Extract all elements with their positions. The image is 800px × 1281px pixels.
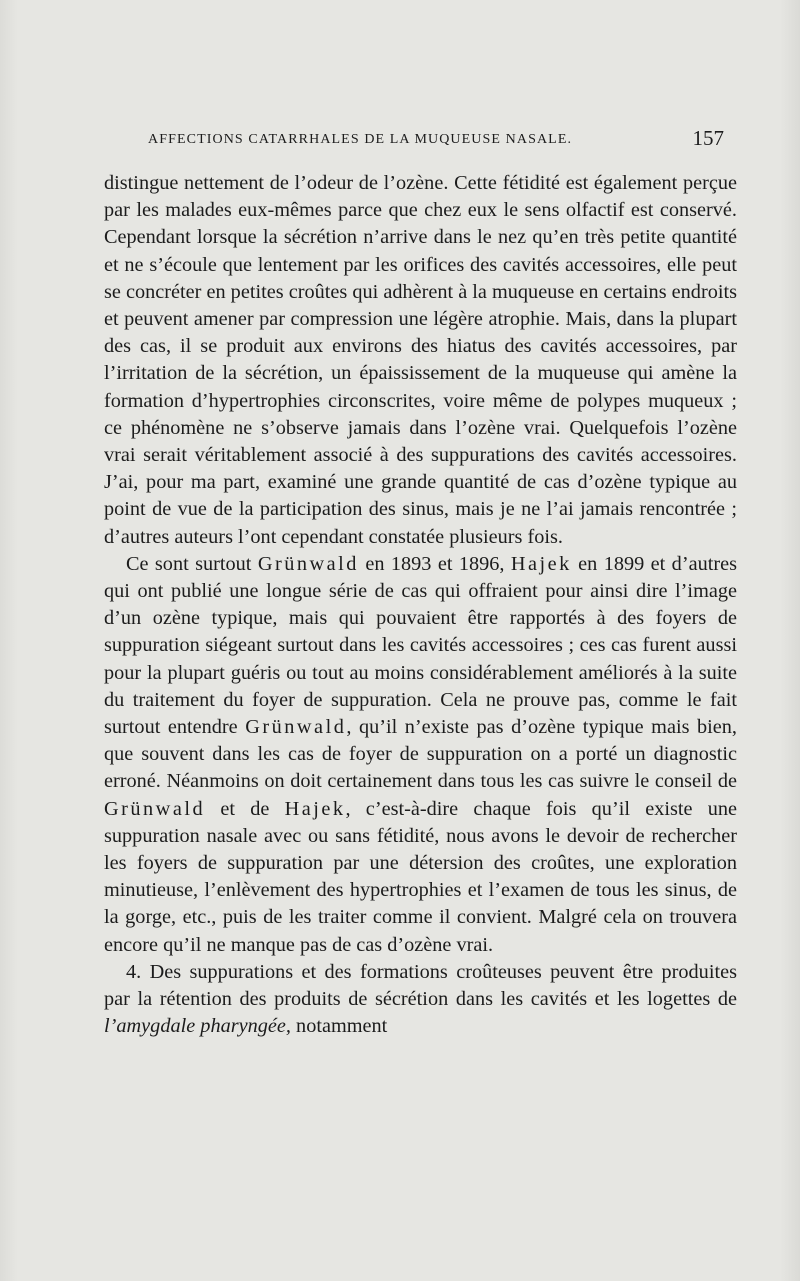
running-head [104, 124, 734, 154]
text-run: , qu’il n’existe pas d’ozène typique mais bien, que souvent dans les cas de foyer de suppuration on a porté un diagnostic erroné. Néanmoins on doit certainement dans tous les cas suivre le conseil de [104, 716, 737, 793]
text-run: en 1899 et d’autres qui ont publié une longue série de cas qui offraient pour ainsi dire l’image d’un ozène typique, mais qui pouvaient être rapportés à des foyers de suppuration siégeant surtout dans les cavités accessoires ; ces cas furent aussi pour la plupart guéris ou tout au moins considérablement améliorés à la suite du traitement du foyer de suppuration. Cela ne prouve pas, comme le fait surtout entendre [104, 552, 737, 739]
paragraph-continuation: distingue nettement de l’odeur de l’ozène. Cette fétidité est également perçue par les malades eux-mêmes parce que chez eux le sens olfactif est conservé. Cependant lorsque la sécrétion n’arrive dans le nez qu’en très petite quantité et ne s’écoule que lentement par les orifices des cavités accessoires, elle peut se concréter en petites croûtes qui adhèrent à la muqueuse en certains endroits et peuvent amener par compression une légère atrophie. Mais, dans la plupart des cas, il se produit aux environs des hiatus des cavités accessoires, par l’irritation de la sécrétion, un épaississement de la muqueuse qui amène la formation d’hypertrophies circonscrites, voire même de polypes muqueux ; ce phénomène ne s’observe jamais dans l’ozène vrai. Quelquefois l’ozène vrai serait véritablement associé à des suppurations des cavités accessoires. J’ai, pour ma part, examiné une grande quantité de cas d’ozène typique au point de vue de la participation des sinus, mais je ne l’ai jamais rencontrée ; d’autres auteurs l’ont cependant constatée plusieurs fois. [104, 172, 737, 548]
author-name: Hajek [510, 552, 572, 575]
paragraph-grunwald-hajek [104, 551, 737, 959]
running-title: AFFECTIONS CATARRHALES DE LA MUQUEUSE NASALE. [148, 132, 573, 147]
text-run: , c’est-à-dire chaque fois qu’il existe une suppuration nasale avec ou sans fétidité, nous avons le devoir de rechercher les foyers de suppuration par une détersion des croûtes, une exploration minutieuse, l’enlèvement des hypertrophies et l’examen de tous les sinus, de la gorge, etc., puis de les traiter comme il convient. Malgré cela on trouvera encore qu’il ne manque pas de cas d’ozène vrai. [104, 797, 738, 956]
text-run: Ce sont surtout [126, 552, 258, 575]
italic-term: l’amygdale pharyngée, [104, 1015, 291, 1038]
text-run: notamment [290, 1015, 388, 1038]
page-number: 157 [692, 126, 724, 150]
author-name: Grünwald [257, 552, 359, 575]
author-name: Grünwald [245, 716, 347, 739]
paragraph-numbered-4 [104, 959, 737, 1041]
text-run: et de [205, 797, 285, 820]
body-text [104, 170, 737, 1041]
text-run: 4. Des suppurations et des formations croûteuses peuvent être produites par la rétention des produits de sécrétion dans les cavités et les logettes de [104, 960, 737, 1011]
text-run: en 1893 et 1896, [358, 552, 511, 575]
author-name: Hajek [284, 797, 346, 820]
author-name: Grünwald [104, 797, 206, 820]
